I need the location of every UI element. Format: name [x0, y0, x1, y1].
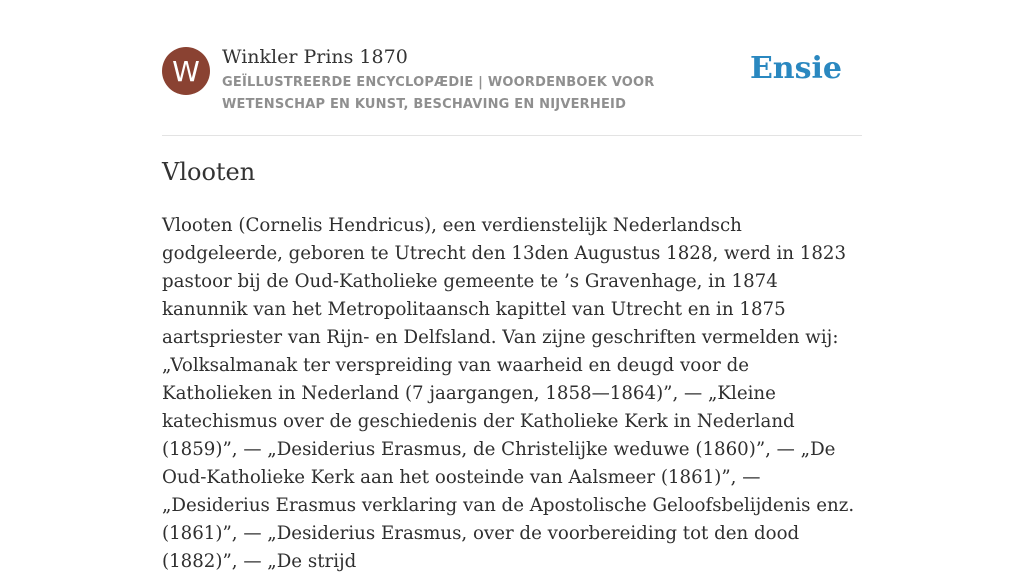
header-divider	[162, 135, 862, 136]
article-title: Vlooten	[162, 158, 256, 186]
ensie-logo-link[interactable]: Ensie	[749, 51, 842, 86]
source-subtitle: GEÏLLUSTREERDE ENCYCLOPÆDIE | WOORDENBOEK VOOR WETENSCHAP EN KUNST, BESCHAVING EN NIJVERHEID	[222, 75, 655, 112]
article-body: Vlooten (Cornelis Hendricus), een verdienstelijk Nederlandsch godgeleerde, geboren te Utrecht den 13den Augustus 1828, werd in 1823 pastoor bij de Oud-Katholieke gemeente te ’s Gravenhage, in 1874 kanunnik van het Metropolitaansch kapittel van Utrecht en in 1875 aartspriester van Rijn- en Delfsland. Van zijne geschriften vermelden wij: „Volksalmanak ter verspreiding van waarheid en deugd voor de Katholieken in Nederland (7 jaargangen, 1858—1864)”, — „Kleine katechismus over de geschiedenis der Katholieke Kerk in Nederland (1859)”, — „Desiderius Erasmus, de Christelijke weduwe (1860)”, — „De Oud-Katholieke Kerk aan het oosteinde van Aalsmeer (1861)”, — „Desiderius Erasmus verklaring van de Apostolische Geloofsbelijdenis enz. (1861)”, — „Desiderius Erasmus, over de voorbereiding tot den dood (1882)”, — „De strijd	[162, 215, 855, 572]
source-header	[162, 46, 862, 118]
source-title[interactable]: Winkler Prins 1870	[222, 46, 408, 68]
source-avatar[interactable]	[162, 47, 210, 95]
avatar-letter: W	[172, 54, 200, 88]
